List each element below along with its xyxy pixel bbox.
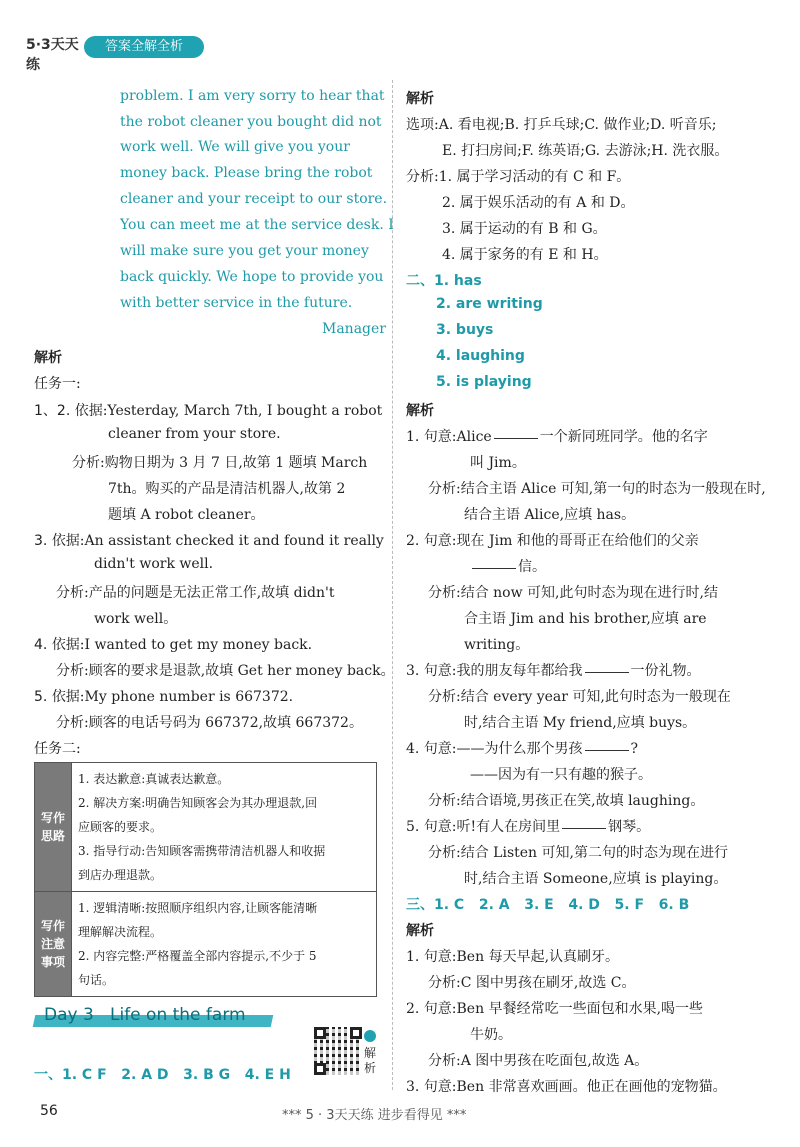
item-basis: 依据:Yesterday, March 7th, I bought a robot	[74, 403, 383, 419]
page-number: 56	[40, 1103, 58, 1119]
question-text: 一份礼物。	[630, 663, 701, 679]
section-two-answer: 2. are writing	[436, 296, 543, 312]
item-basis: 依据:An assistant checked it and found it really	[51, 533, 384, 549]
question-cont: 叫 Jim。	[470, 455, 526, 471]
question-5-line	[406, 816, 650, 836]
letter-line: with better service in the future.	[120, 295, 353, 311]
question-text: 信。	[518, 559, 546, 575]
table-line: 句话。	[78, 973, 115, 987]
analysis-line: 分析:结合 Listen 可知,第二句的时态为现在进行	[428, 845, 728, 861]
question-2-line: 2. 句意:现在 Jim 和他的哥哥正在给他们的父亲	[406, 533, 699, 549]
brand-logo	[26, 24, 84, 73]
footer-slogan: *** 5 · 3天天练 进步看得见 ***	[282, 1108, 467, 1123]
question-text: 一个新同班同学。他的名字	[539, 429, 708, 445]
analysis-heading: 解析	[406, 91, 434, 107]
section-two-answer: 5. is playing	[436, 374, 532, 390]
item-number: 3.	[34, 533, 48, 549]
logo-text: 5·3天天练	[26, 37, 79, 73]
table-line: 3. 指导行动:告知顾客需携带清洁机器人和收据	[78, 844, 326, 858]
item-basis: 依据:I wanted to get my money back.	[51, 637, 313, 653]
letter-line: will make sure you get your money	[120, 243, 369, 259]
question-cont	[470, 556, 546, 576]
question-4-line	[406, 738, 638, 758]
question-1-line	[406, 426, 708, 446]
analysis-line: 分析:C 图中男孩在刷牙,故选 C。	[428, 975, 636, 991]
question-line: 1. 句意:Ben 每天早起,认真刷牙。	[406, 949, 620, 965]
letter-line: work well. We will give you your	[120, 139, 350, 155]
analysis-line: 时,结合主语 My friend,应填 buys。	[464, 715, 697, 731]
item-1-2-basis	[34, 400, 382, 420]
analysis-heading: 解析	[406, 403, 434, 419]
letter-signature: Manager	[322, 321, 386, 337]
row-label: 写作思路	[40, 811, 65, 843]
question-text: ?	[630, 741, 639, 757]
analysis-line: 2. 属于娱乐活动的有 A 和 D。	[442, 195, 635, 211]
question-cont: 牛奶。	[470, 1027, 512, 1043]
qr-label: 解析	[364, 1046, 377, 1075]
analysis-line: 分析:结合 every year 可知,此句时态为一般现在	[428, 689, 731, 705]
qr-corner	[314, 1027, 326, 1039]
analysis-line: 4. 属于家务的有 E 和 H。	[442, 247, 608, 263]
section-two-answer: 4. laughing	[436, 348, 525, 364]
question-text: 钢琴。	[608, 819, 651, 835]
table-label-writing-notes	[35, 892, 72, 997]
writing-guide-table	[34, 762, 377, 997]
table-line: 应顾客的要求。	[78, 820, 163, 834]
question-line: 2. 句意:Ben 早餐经常吃一些面包和水果,喝一些	[406, 1001, 704, 1017]
table-line: 2. 解决方案:明确告知顾客会为其办理退款,回	[78, 796, 318, 810]
table-content-writing-approach	[72, 763, 377, 892]
question-text: 3. 句意:我的朋友每年都给我	[406, 663, 583, 679]
item-analysis: 分析:购物日期为 3 月 7 日,故第 1 题填 March	[72, 455, 368, 471]
options-line: 选项:A. 看电视;B. 打乒乓球;C. 做作业;D. 听音乐;	[406, 117, 717, 133]
table-line: 到店办理退款。	[78, 868, 163, 882]
question-text: 5. 句意:听!有人在房间里	[406, 819, 561, 835]
task-two-label: 任务二:	[34, 741, 81, 757]
analysis-heading: 解析	[406, 923, 434, 939]
item-analysis-cont: 题填 A robot cleaner。	[108, 507, 265, 523]
options-line: E. 打扫房间;F. 练英语;G. 去游泳;H. 洗衣服。	[442, 143, 729, 159]
table-content-writing-notes	[72, 892, 377, 997]
table-line: 2. 内容完整:严格覆盖全部内容提示,不少于 5	[78, 949, 317, 963]
analysis-line: 分析:结合主语 Alice 可知,第一句的时态为一般现在时,	[428, 481, 766, 497]
item-analysis: 分析:产品的问题是无法正常工作,故填 didn't	[56, 585, 335, 601]
item-3-basis	[34, 530, 384, 550]
blank-line	[494, 437, 538, 439]
letter-line: cleaner and your receipt to our store.	[120, 191, 388, 207]
item-analysis-cont: 7th。购买的产品是清洁机器人,故第 2	[108, 481, 346, 497]
analysis-line: 分析:结合语境,男孩正在笑,故填 laughing。	[428, 793, 705, 809]
blank-line	[585, 671, 629, 673]
question-cont: ——因为有一只有趣的猴子。	[470, 767, 652, 783]
item-analysis: 分析:顾客的电话号码为 667372,故填 667372。	[56, 715, 363, 731]
question-text: 4. 句意:——为什么那个男孩	[406, 741, 583, 757]
analysis-line: 合主语 Jim and his brother,应填 are	[464, 611, 707, 627]
analysis-line: 结合主语 Alice,应填 has。	[464, 507, 636, 523]
letter-line: You can meet me at the service desk. I	[120, 217, 394, 233]
item-analysis: 分析:顾客的要求是退款,故填 Get her money back。	[56, 663, 395, 679]
analysis-heading: 解析	[34, 350, 62, 366]
play-icon	[364, 1030, 376, 1042]
analysis-line: 分析:1. 属于学习活动的有 C 和 F。	[406, 169, 631, 185]
blank-line	[562, 827, 606, 829]
item-basis: 依据:My phone number is 667372.	[51, 689, 294, 705]
section-two-answer: 3. buys	[436, 322, 494, 338]
table-line: 1. 逻辑清晰:按照顺序组织内容,让顾客能清晰	[78, 901, 318, 915]
letter-line: the robot cleaner you bought did not	[120, 114, 382, 130]
row-label: 写作注意事项	[40, 919, 65, 969]
item-basis-cont: didn't work well.	[94, 556, 214, 572]
section-three-answers: 三、1. C 2. A 3. E 4. D 5. F 6. B	[406, 897, 690, 913]
day-3-banner	[34, 1005, 272, 1027]
analysis-line: 分析:结合 now 可知,此句时态为现在进行时,结	[428, 585, 718, 601]
question-line: 3. 句意:Ben 非常喜欢画画。他正在画他的宠物猫。	[406, 1079, 727, 1095]
item-4-basis	[34, 634, 312, 654]
item-number: 4.	[34, 637, 48, 653]
analysis-line: writing。	[464, 637, 530, 653]
analysis-line: 分析:A 图中男孩在吃面包,故选 A。	[428, 1053, 649, 1069]
question-3-line	[406, 660, 701, 680]
table-line: 理解解决流程。	[78, 925, 163, 939]
item-number: 1、2.	[34, 403, 71, 419]
qr-code[interactable]	[314, 1027, 362, 1075]
letter-line: problem. I am very sorry to hear that	[120, 88, 385, 104]
blank-line	[472, 567, 516, 569]
table-label-writing-approach	[35, 763, 72, 892]
section-one-answers: 一、1. C F 2. A D 3. B G 4. E H	[34, 1067, 291, 1083]
question-text: 1. 句意:Alice	[406, 429, 492, 445]
answer-badge: 答案全解全析	[84, 36, 204, 58]
item-basis-cont: cleaner from your store.	[108, 426, 281, 442]
blank-line	[585, 749, 629, 751]
section-two-answer: 二、1. has	[406, 273, 482, 289]
table-line: 1. 表达歉意:真诚表达歉意。	[78, 772, 230, 786]
item-5-basis	[34, 686, 293, 706]
banner-title: Day 3 Life on the farm	[44, 1005, 246, 1025]
task-one-label: 任务一:	[34, 376, 81, 392]
letter-line: back quickly. We hope to provide you	[120, 269, 384, 285]
item-number: 5.	[34, 689, 48, 705]
item-analysis-cont: work well。	[94, 611, 178, 627]
analysis-line: 时,结合主语 Someone,应填 is playing。	[464, 871, 728, 887]
analysis-line: 3. 属于运动的有 B 和 G。	[442, 221, 607, 237]
qr-corner	[350, 1027, 362, 1039]
letter-line: money back. Please bring the robot	[120, 165, 373, 181]
qr-corner	[314, 1063, 326, 1075]
